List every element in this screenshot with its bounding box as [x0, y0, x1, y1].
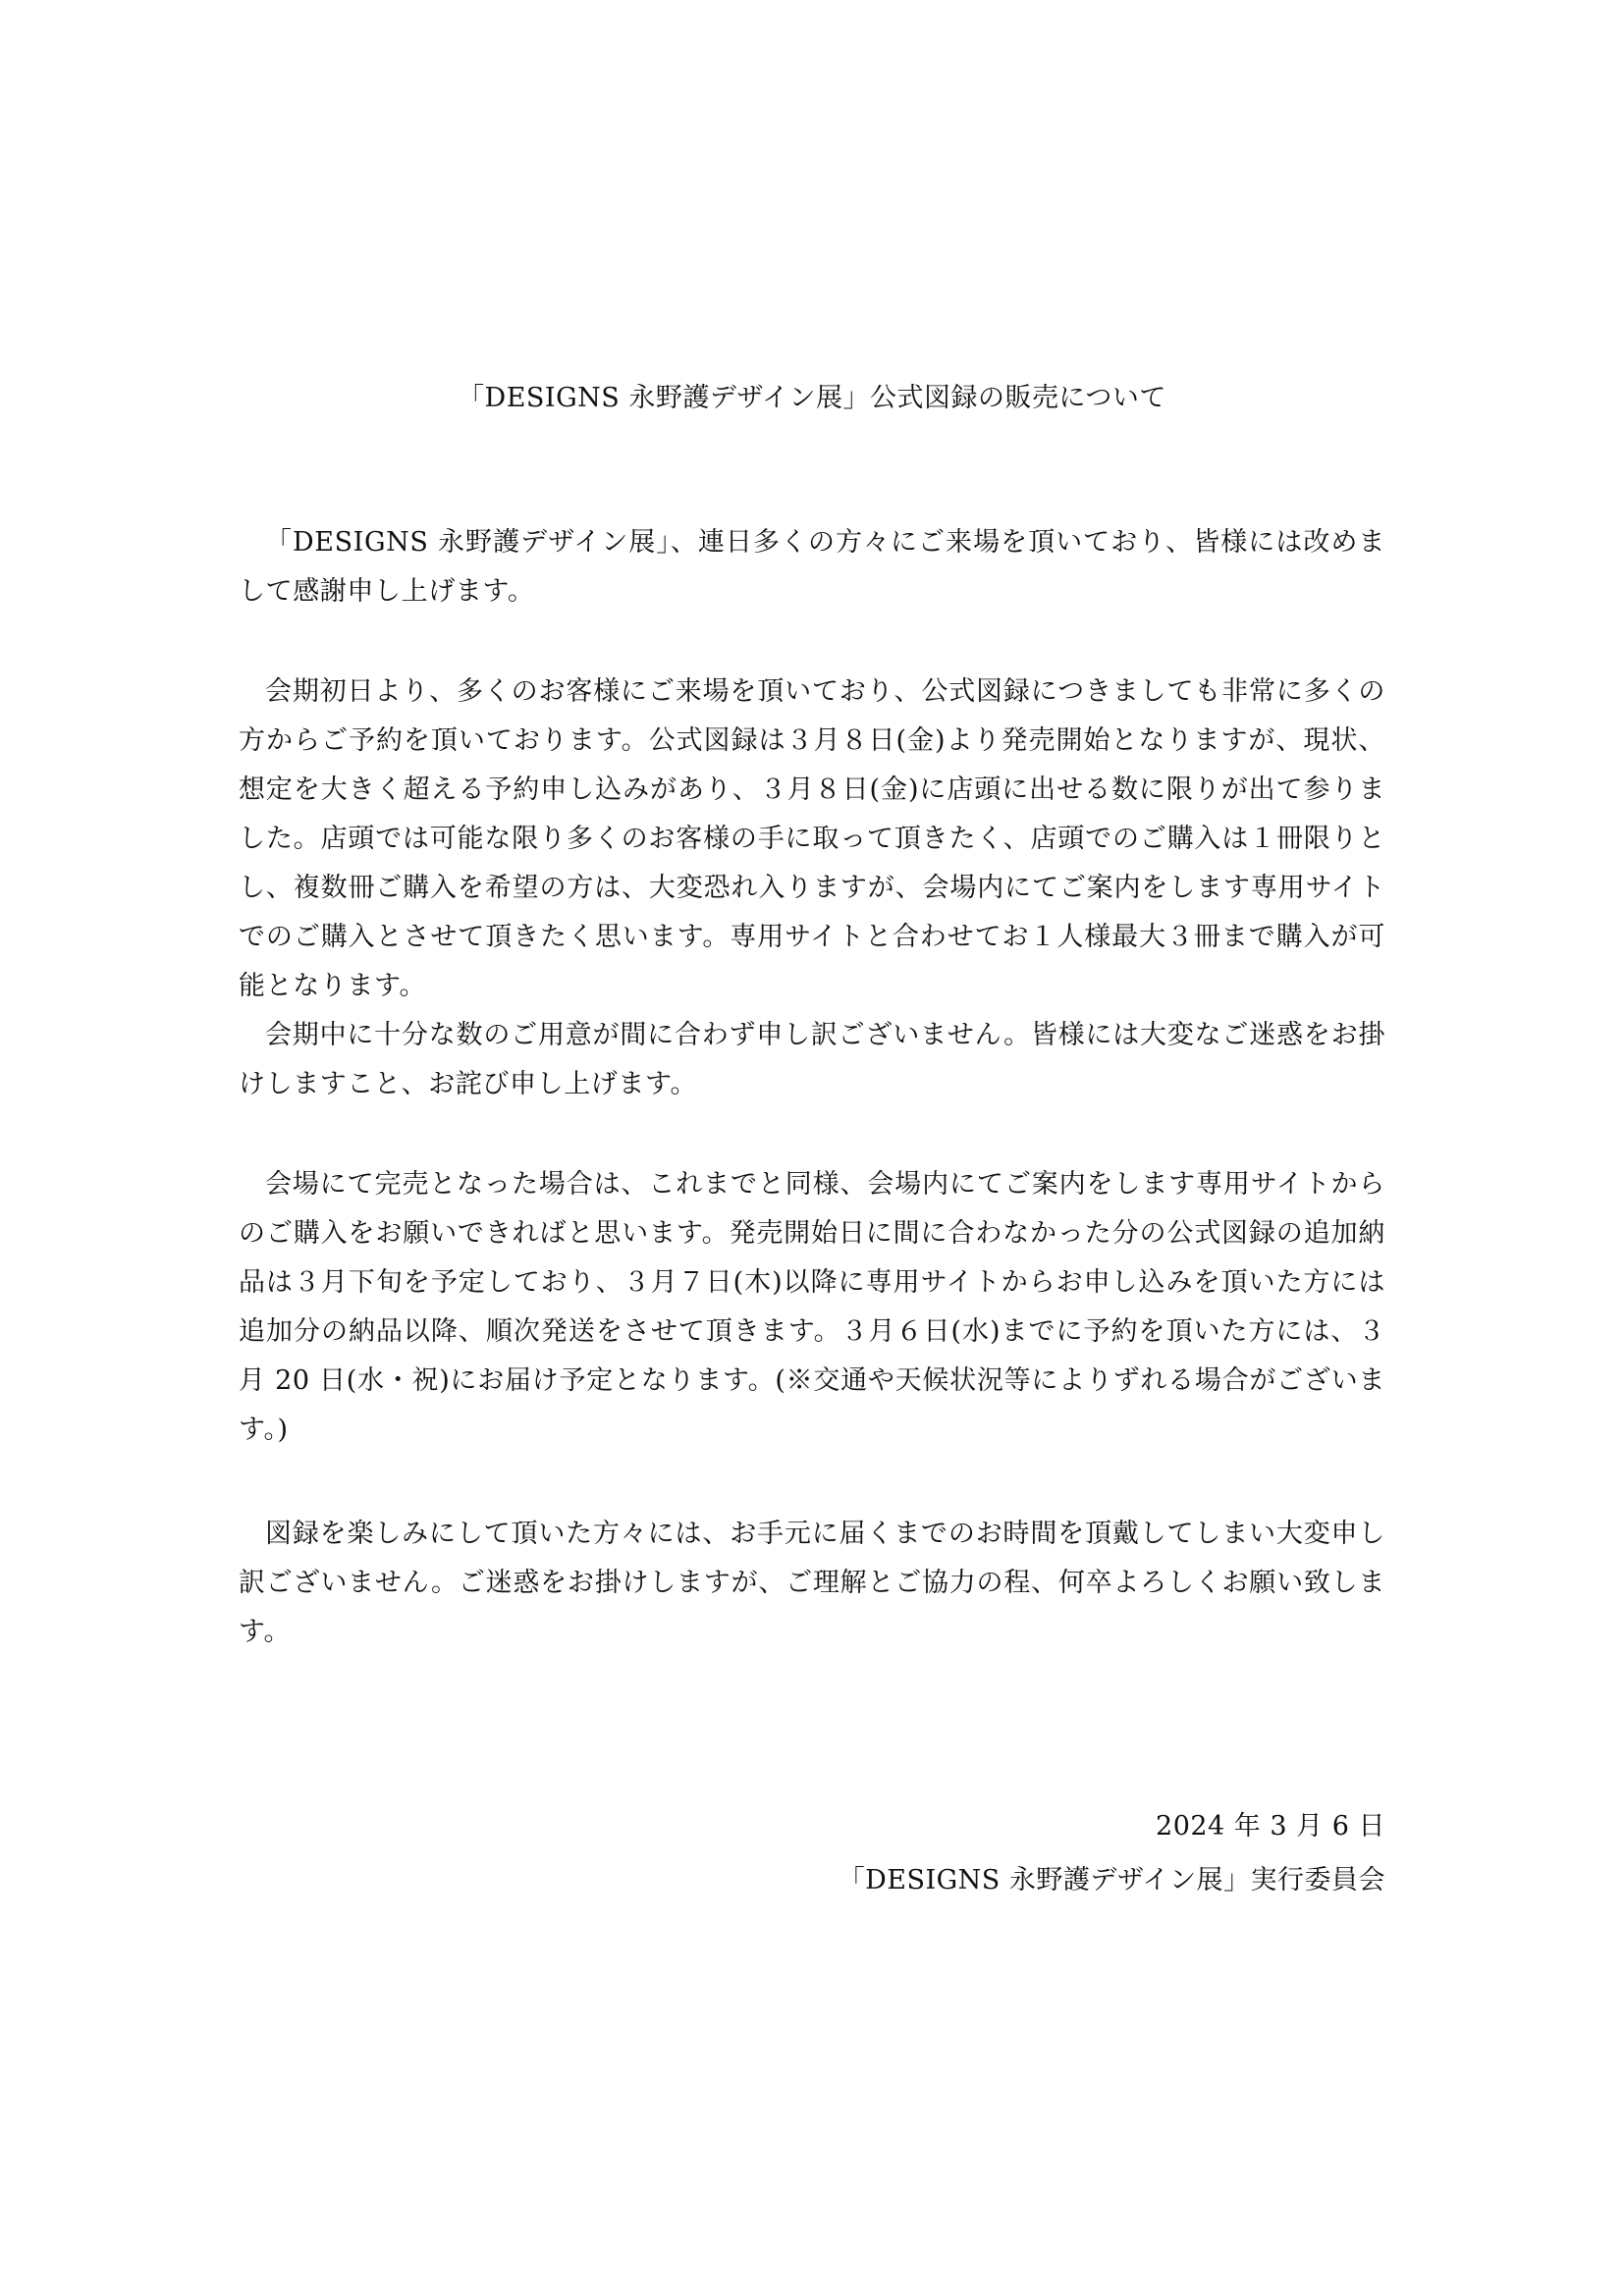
document-title: 「DESIGNS 永野護デザイン展」公式図録の販売について: [458, 383, 1166, 413]
paragraph-sold-out-notice: [239, 1160, 1385, 1455]
paragraph-text: 「DESIGNS 永野護デザイン展」、連日多くの方々にご来場を頂いており、皆様には改めまして感謝申し上げます。: [239, 527, 1385, 607]
paragraph-text: 図録を楽しみにして頂いた方々には、お手元に届くまでのお時間を頂戴してしまい大変申し訳ございません。ご迷惑をお掛けしますが、ご理解とご協力の程、何卒よろしくお願い致します。: [239, 1519, 1385, 1647]
paragraph-greeting: [239, 518, 1385, 616]
document-date: 2024 年 3 月 6 日: [1156, 1811, 1385, 1842]
paragraph-text: 会期中に十分な数のご用意が間に合わず申し訳ございません。皆様には大変なご迷惑をお掛けしますこと、お詫び申し上げます。: [239, 1020, 1385, 1099]
paragraph-text: 会場にて完売となった場合は、これまでと同様、会場内にてご案内をします専用サイトからのご購入をお願いできればと思います。発売開始日に間に合わなかった分の公式図録の追加納品は３月下旬を予定しており、３月７日(木)以降に専用サイトからお申し込みを頂いた方には追加分の納品以降、順次発送をさせて頂きます。３月６日(水)までに予約を頂いた方には、３月 20 日(水・祝)にお届け予定となります。(※交通や天候状況等によりずれる場合がございます。): [239, 1169, 1385, 1445]
paragraph-text: 会期初日より、多くのお客様にご来場を頂いており、公式図録につきましても非常に多くの方からご予約を頂いております。公式図録は３月８日(金)より発売開始となりますが、現状、想定を大きく超える予約申し込みがあり、３月８日(金)に店頭に出せる数に限りが出て参りました。店頭では可能な限り多くのお客様の手に取って頂きたく、店頭でのご購入は１冊限りとし、複数冊ご購入を希望の方は、大変恐れ入りますが、会場内にてご案内をします専用サイトでのご購入とさせて頂きたく思います。専用サイトと合わせてお１人様最大３冊まで購入が可能となります。: [239, 676, 1385, 1001]
paragraph-sales-notice: [239, 667, 1385, 1109]
document-signature-organization: 「DESIGNS 永野護デザイン展」実行委員会: [838, 1865, 1385, 1896]
paragraph-apology: [239, 1510, 1385, 1657]
